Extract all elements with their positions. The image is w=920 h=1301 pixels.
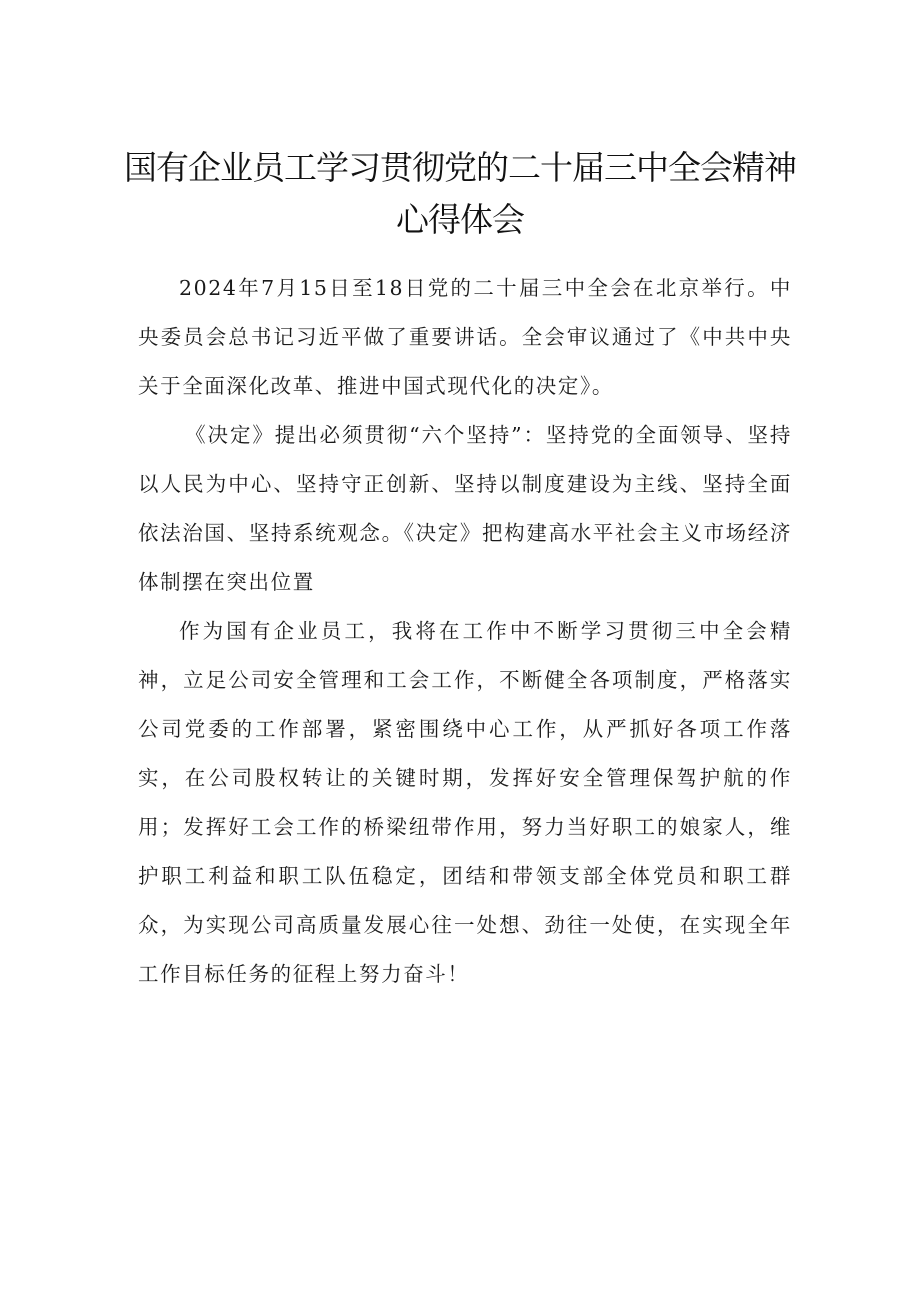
document-body	[138, 264, 792, 999]
paragraph-1: 2024年7月15日至18日党的二十届三中全会在北京举行。中央委员会总书记习近平做了重要讲话。全会审议通过了《中共中央关于全面深化改革、推进中国式现代化的决定》。	[138, 276, 792, 398]
document-title: 国有企业员工学习贯彻党的二十届三中全会精神心得体会	[124, 148, 796, 239]
paragraph-2: 《决定》提出必须贯彻“六个坚持”：坚持党的全面领导、坚持以人民为中心、坚持守正创新、坚持以制度建设为主线、坚持全面依法治国、坚持系统观念。《决定》把构建高水平社会主义市场经济体制摆在突出位置	[138, 423, 792, 594]
paragraph-3: 作为国有企业员工，我将在工作中不断学习贯彻三中全会精神，立足公司安全管理和工会工作，不断健全各项制度，严格落实公司党委的工作部署，紧密围绕中心工作，从严抓好各项工作落实，在公司股权转让的关键时期，发挥好安全管理保驾护航的作用；发挥好工会工作的桥梁纽带作用，努力当好职工的娘家人，维护职工利益和职工队伍稳定，团结和带领支部全体党员和职工群众，为实现公司高质量发展心往一处想、劲往一处使，在实现全年工作目标任务的征程上努力奋斗！	[138, 619, 792, 986]
